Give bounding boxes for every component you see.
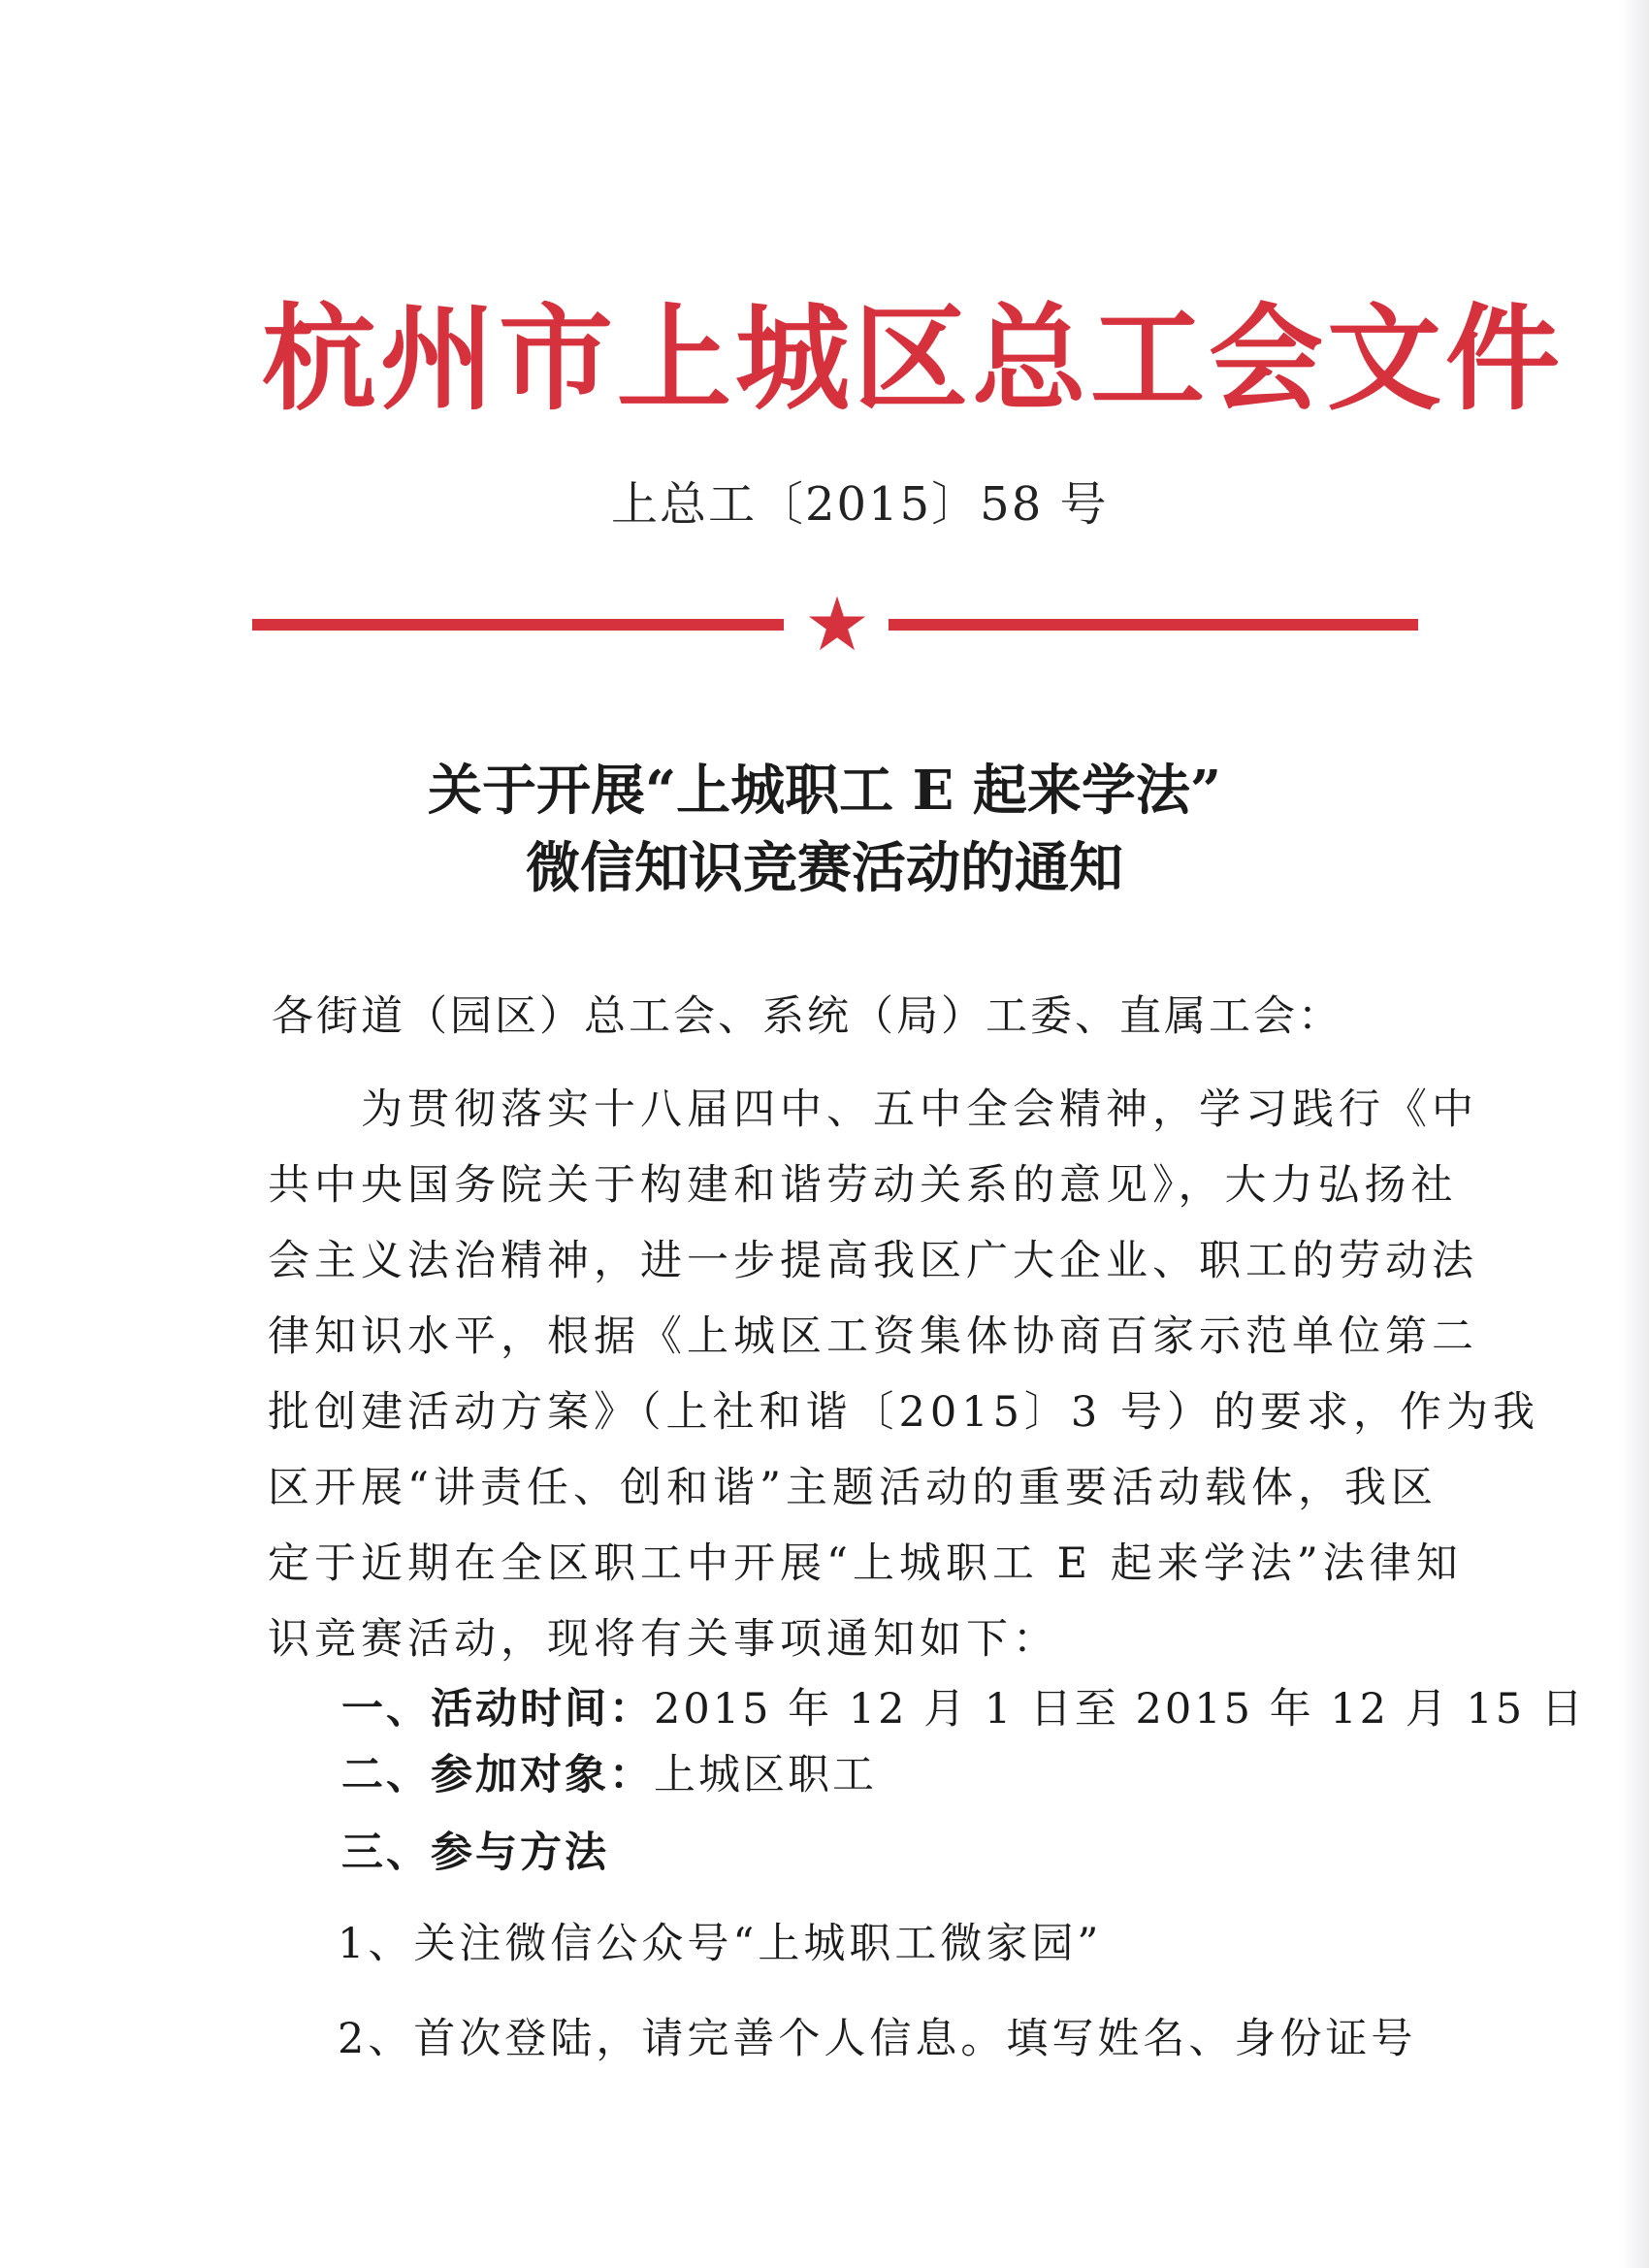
subject-line-1: 关于开展“上城职工 E 起来学法” [427,759,1222,823]
scan-edge-shadow [1620,0,1649,2268]
document-header-title: 杭州市上城区总工会文件 [262,291,1565,426]
activity-time-label: 一、活动时间： [341,1685,654,1733]
red-divider-left [252,619,784,631]
method-heading [341,1824,609,1882]
body-line: 律知识水平，根据《上城区工资集体协商百家示范单位第二 [268,1312,1478,1361]
body-paragraph [268,1072,1539,1677]
participants-label: 二、参加对象： [341,1751,654,1799]
notice-subject [291,752,1358,907]
body-line: 定于近期在全区职工中开展“上城职工 E 起来学法”法律知 [268,1539,1463,1588]
body-line: 批创建活动方案》（上社和谐〔2015〕3 号）的要求，作为我 [268,1388,1539,1437]
body-line: 识竞赛活动，现将有关事项通知如下： [268,1615,1059,1664]
red-divider-right [889,619,1418,631]
participants-value: 上城区职工 [654,1751,877,1799]
activity-time-value: 2015 年 12 月 1 日至 2015 年 12 月 15 日 [654,1685,1586,1733]
body-line: 共中央国务院关于构建和谐劳动关系的意见》，大力弘扬社 [268,1161,1458,1210]
participants-item [341,1746,877,1804]
method-step: 1、关注微信公众号“上城职工微家园” [338,1920,1103,1968]
method-label: 三、参与方法 [341,1829,609,1877]
body-line: 区开展“讲责任、创和谐”主题活动的重要活动载体，我区 [268,1464,1438,1512]
method-step: 2、首次登陆，请完善个人信息。填写姓名、身份证号 [338,2015,1417,2063]
document-number: 上总工〔2015〕58 号 [611,477,1109,532]
body-line: 会主义法治精神，进一步提高我区广大企业、职工的劳动法 [268,1237,1478,1285]
activity-time-item [341,1680,1586,1738]
addressee-line: 各街道（园区）总工会、系统（局）工委、直属工会： [272,992,1342,1041]
red-star-icon [807,594,867,654]
subject-line-2: 微信知识竞赛活动的通知 [526,836,1123,900]
body-line: 为贯彻落实十八届四中、五中全会精神，学习践行《中 [268,1085,1478,1134]
